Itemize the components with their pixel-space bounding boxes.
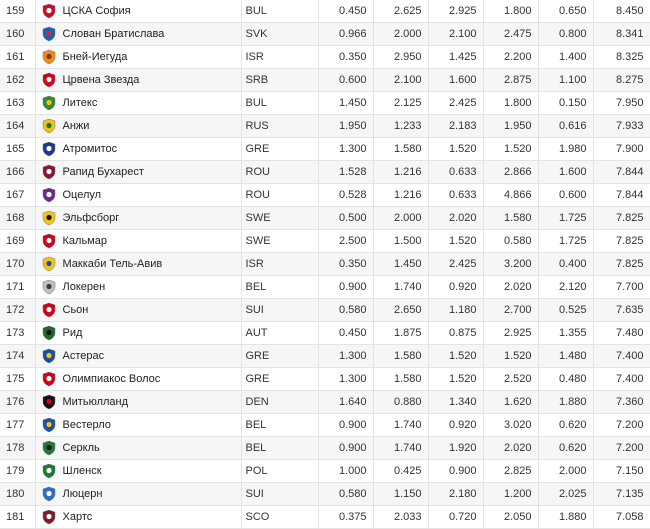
season-5-points-cell: 1.600	[538, 161, 593, 184]
club-name: Сьон	[62, 304, 89, 316]
club-name: Рид	[62, 327, 83, 339]
table-row	[0, 138, 650, 161]
season-4-points-cell: 1.520	[483, 138, 538, 161]
total-points-cell: 8.275	[593, 69, 650, 92]
slovan-bratislava-crest-icon	[41, 26, 57, 42]
season-3-points-cell: 0.720	[428, 506, 483, 529]
olympiakos-volos-crest-icon	[41, 371, 57, 387]
total-points-cell: 7.400	[593, 345, 650, 368]
total-points-cell: 7.825	[593, 207, 650, 230]
total-points-cell: 7.135	[593, 483, 650, 506]
season-3-points-cell: 2.925	[428, 0, 483, 23]
table-row	[0, 253, 650, 276]
table-row	[0, 322, 650, 345]
total-points-cell: 7.900	[593, 138, 650, 161]
club-name: Слован Братислава	[62, 28, 165, 40]
club-name: Рапид Бухарест	[62, 166, 144, 178]
season-1-points-cell: 0.528	[318, 184, 373, 207]
season-2-points-cell: 1.500	[373, 230, 428, 253]
rapid-bucuresti-crest-icon	[41, 164, 57, 180]
season-3-points-cell: 0.900	[428, 460, 483, 483]
season-3-points-cell: 1.520	[428, 368, 483, 391]
season-2-points-cell: 1.150	[373, 483, 428, 506]
season-5-points-cell: 1.480	[538, 345, 593, 368]
season-1-points-cell: 0.900	[318, 276, 373, 299]
rank-cell: 168	[0, 207, 35, 230]
table-row	[0, 207, 650, 230]
table-row	[0, 69, 650, 92]
table-row	[0, 391, 650, 414]
season-4-points-cell: 1.520	[483, 345, 538, 368]
cercle-brugge-crest-icon	[41, 440, 57, 456]
season-5-points-cell: 1.100	[538, 69, 593, 92]
club-name: Локерен	[62, 281, 106, 293]
season-4-points-cell: 2.020	[483, 437, 538, 460]
total-points-cell: 7.200	[593, 437, 650, 460]
club-name: Анжи	[62, 120, 90, 132]
club-cell	[35, 460, 241, 483]
season-1-points-cell: 1.640	[318, 391, 373, 414]
season-5-points-cell: 1.880	[538, 506, 593, 529]
season-5-points-cell: 0.616	[538, 115, 593, 138]
cska-sofia-crest-icon	[41, 3, 57, 19]
season-5-points-cell: 2.000	[538, 460, 593, 483]
total-points-cell: 7.933	[593, 115, 650, 138]
season-1-points-cell: 1.300	[318, 368, 373, 391]
country-cell: BEL	[241, 437, 318, 460]
country-cell: ROU	[241, 184, 318, 207]
litex-crest-icon	[41, 95, 57, 111]
maccabi-tel-aviv-crest-icon	[41, 256, 57, 272]
club-name: ЦСКА София	[62, 5, 131, 17]
season-3-points-cell: 1.520	[428, 345, 483, 368]
season-4-points-cell: 1.620	[483, 391, 538, 414]
season-2-points-cell: 0.425	[373, 460, 428, 483]
rank-cell: 159	[0, 0, 35, 23]
table-row	[0, 23, 650, 46]
season-4-points-cell: 1.950	[483, 115, 538, 138]
club-name: Бней-Иегуда	[62, 51, 128, 63]
table-row	[0, 115, 650, 138]
season-5-points-cell: 1.725	[538, 230, 593, 253]
club-cell	[35, 46, 241, 69]
country-cell: SCO	[241, 506, 318, 529]
season-2-points-cell: 2.000	[373, 207, 428, 230]
season-2-points-cell: 2.033	[373, 506, 428, 529]
season-3-points-cell: 0.633	[428, 184, 483, 207]
season-3-points-cell: 0.920	[428, 414, 483, 437]
season-4-points-cell: 2.700	[483, 299, 538, 322]
rank-cell: 175	[0, 368, 35, 391]
total-points-cell: 7.635	[593, 299, 650, 322]
season-3-points-cell: 1.425	[428, 46, 483, 69]
season-4-points-cell: 3.020	[483, 414, 538, 437]
country-cell: BEL	[241, 276, 318, 299]
table-row	[0, 437, 650, 460]
season-1-points-cell: 1.300	[318, 138, 373, 161]
season-1-points-cell: 0.900	[318, 414, 373, 437]
season-2-points-cell: 1.233	[373, 115, 428, 138]
table-row	[0, 483, 650, 506]
season-1-points-cell: 1.000	[318, 460, 373, 483]
club-cell	[35, 345, 241, 368]
country-cell: SRB	[241, 69, 318, 92]
country-cell: SUI	[241, 483, 318, 506]
country-cell: GRE	[241, 138, 318, 161]
rank-cell: 178	[0, 437, 35, 460]
elfsborg-crest-icon	[41, 210, 57, 226]
season-3-points-cell: 0.875	[428, 322, 483, 345]
season-4-points-cell: 4.866	[483, 184, 538, 207]
rank-cell: 179	[0, 460, 35, 483]
country-cell: BUL	[241, 0, 318, 23]
club-cell	[35, 414, 241, 437]
country-cell: SWE	[241, 207, 318, 230]
season-4-points-cell: 2.475	[483, 23, 538, 46]
season-3-points-cell: 1.520	[428, 230, 483, 253]
season-2-points-cell: 1.450	[373, 253, 428, 276]
club-cell	[35, 69, 241, 92]
country-cell: SVK	[241, 23, 318, 46]
country-cell: GRE	[241, 345, 318, 368]
rank-cell: 174	[0, 345, 35, 368]
total-points-cell: 7.950	[593, 92, 650, 115]
season-1-points-cell: 0.600	[318, 69, 373, 92]
season-2-points-cell: 2.100	[373, 69, 428, 92]
season-1-points-cell: 0.450	[318, 0, 373, 23]
table-row	[0, 0, 650, 23]
total-points-cell: 8.450	[593, 0, 650, 23]
rank-cell: 162	[0, 69, 35, 92]
lokeren-crest-icon	[41, 279, 57, 295]
rank-cell: 169	[0, 230, 35, 253]
season-3-points-cell: 1.340	[428, 391, 483, 414]
table-row	[0, 276, 650, 299]
country-cell: DEN	[241, 391, 318, 414]
season-4-points-cell: 0.580	[483, 230, 538, 253]
season-4-points-cell: 1.200	[483, 483, 538, 506]
season-3-points-cell: 1.520	[428, 138, 483, 161]
season-4-points-cell: 2.020	[483, 276, 538, 299]
season-3-points-cell: 2.425	[428, 253, 483, 276]
crvena-zvezda-crest-icon	[41, 72, 57, 88]
club-cell	[35, 276, 241, 299]
country-cell: BUL	[241, 92, 318, 115]
season-5-points-cell: 0.800	[538, 23, 593, 46]
season-5-points-cell: 2.025	[538, 483, 593, 506]
club-cell	[35, 230, 241, 253]
anzhi-crest-icon	[41, 118, 57, 134]
country-cell: POL	[241, 460, 318, 483]
season-2-points-cell: 1.580	[373, 138, 428, 161]
club-cell	[35, 483, 241, 506]
total-points-cell: 7.825	[593, 253, 650, 276]
season-2-points-cell: 2.625	[373, 0, 428, 23]
kalmar-crest-icon	[41, 233, 57, 249]
club-name: Астерас	[62, 350, 105, 362]
season-5-points-cell: 0.620	[538, 437, 593, 460]
season-3-points-cell: 0.633	[428, 161, 483, 184]
season-3-points-cell: 2.180	[428, 483, 483, 506]
club-cell	[35, 506, 241, 529]
season-2-points-cell: 2.650	[373, 299, 428, 322]
rank-cell: 172	[0, 299, 35, 322]
season-1-points-cell: 0.580	[318, 299, 373, 322]
total-points-cell: 7.150	[593, 460, 650, 483]
rank-cell: 167	[0, 184, 35, 207]
season-1-points-cell: 2.500	[318, 230, 373, 253]
season-5-points-cell: 0.480	[538, 368, 593, 391]
club-cell	[35, 322, 241, 345]
country-cell: ROU	[241, 161, 318, 184]
club-name: Црвена Звезда	[62, 74, 140, 86]
season-4-points-cell: 2.925	[483, 322, 538, 345]
club-cell	[35, 23, 241, 46]
season-3-points-cell: 1.180	[428, 299, 483, 322]
season-4-points-cell: 2.875	[483, 69, 538, 92]
rank-cell: 170	[0, 253, 35, 276]
club-cell	[35, 253, 241, 276]
season-4-points-cell: 2.200	[483, 46, 538, 69]
ried-crest-icon	[41, 325, 57, 341]
season-1-points-cell: 0.500	[318, 207, 373, 230]
season-2-points-cell: 0.880	[373, 391, 428, 414]
club-name: Маккаби Тель-Авив	[62, 258, 163, 270]
season-5-points-cell: 0.650	[538, 0, 593, 23]
table-row	[0, 414, 650, 437]
rank-cell: 160	[0, 23, 35, 46]
season-4-points-cell: 2.825	[483, 460, 538, 483]
club-name: Оцелул	[62, 189, 102, 201]
season-4-points-cell: 2.866	[483, 161, 538, 184]
season-5-points-cell: 1.355	[538, 322, 593, 345]
club-cell	[35, 115, 241, 138]
season-2-points-cell: 1.875	[373, 322, 428, 345]
season-2-points-cell: 1.580	[373, 368, 428, 391]
club-cell	[35, 0, 241, 23]
season-1-points-cell: 0.966	[318, 23, 373, 46]
season-1-points-cell: 0.900	[318, 437, 373, 460]
country-cell: BEL	[241, 414, 318, 437]
club-name: Митьюлланд	[62, 396, 129, 408]
season-5-points-cell: 0.400	[538, 253, 593, 276]
season-5-points-cell: 0.525	[538, 299, 593, 322]
club-name: Кальмар	[62, 235, 107, 247]
club-name: Атромитос	[62, 143, 118, 155]
atromitos-crest-icon	[41, 141, 57, 157]
rank-cell: 165	[0, 138, 35, 161]
season-5-points-cell: 2.120	[538, 276, 593, 299]
season-5-points-cell: 0.150	[538, 92, 593, 115]
season-2-points-cell: 1.740	[373, 414, 428, 437]
season-1-points-cell: 1.300	[318, 345, 373, 368]
total-points-cell: 7.844	[593, 184, 650, 207]
club-cell	[35, 138, 241, 161]
season-2-points-cell: 2.125	[373, 92, 428, 115]
rank-cell: 161	[0, 46, 35, 69]
rank-cell: 180	[0, 483, 35, 506]
season-2-points-cell: 1.216	[373, 184, 428, 207]
season-2-points-cell: 2.000	[373, 23, 428, 46]
table-row	[0, 92, 650, 115]
slask-crest-icon	[41, 463, 57, 479]
season-2-points-cell: 1.740	[373, 437, 428, 460]
club-name: Эльфсборг	[62, 212, 120, 224]
club-name: Хартс	[62, 511, 93, 523]
season-3-points-cell: 0.920	[428, 276, 483, 299]
club-cell	[35, 161, 241, 184]
season-3-points-cell: 2.425	[428, 92, 483, 115]
season-3-points-cell: 1.920	[428, 437, 483, 460]
season-4-points-cell: 1.800	[483, 0, 538, 23]
bnei-yehuda-crest-icon	[41, 49, 57, 65]
luzern-crest-icon	[41, 486, 57, 502]
rank-cell: 173	[0, 322, 35, 345]
season-1-points-cell: 1.950	[318, 115, 373, 138]
season-1-points-cell: 1.528	[318, 161, 373, 184]
table-row	[0, 161, 650, 184]
season-1-points-cell: 0.375	[318, 506, 373, 529]
season-1-points-cell: 0.350	[318, 253, 373, 276]
club-cell	[35, 368, 241, 391]
rank-cell: 176	[0, 391, 35, 414]
total-points-cell: 7.200	[593, 414, 650, 437]
season-5-points-cell: 0.620	[538, 414, 593, 437]
season-3-points-cell: 2.183	[428, 115, 483, 138]
season-1-points-cell: 0.350	[318, 46, 373, 69]
club-name: Вестерло	[62, 419, 111, 431]
total-points-cell: 7.700	[593, 276, 650, 299]
season-5-points-cell: 1.880	[538, 391, 593, 414]
country-cell: SUI	[241, 299, 318, 322]
westerlo-crest-icon	[41, 417, 57, 433]
club-name: Шленск	[62, 465, 102, 477]
total-points-cell: 8.341	[593, 23, 650, 46]
total-points-cell: 7.844	[593, 161, 650, 184]
total-points-cell: 7.058	[593, 506, 650, 529]
season-4-points-cell: 3.200	[483, 253, 538, 276]
season-3-points-cell: 1.600	[428, 69, 483, 92]
country-cell: ISR	[241, 253, 318, 276]
table-row	[0, 299, 650, 322]
country-cell: AUT	[241, 322, 318, 345]
total-points-cell: 7.480	[593, 322, 650, 345]
club-name: Олимпиакос Волос	[62, 373, 161, 385]
country-cell: SWE	[241, 230, 318, 253]
season-4-points-cell: 1.800	[483, 92, 538, 115]
table-row	[0, 345, 650, 368]
season-2-points-cell: 1.216	[373, 161, 428, 184]
season-4-points-cell: 2.520	[483, 368, 538, 391]
total-points-cell: 7.360	[593, 391, 650, 414]
season-5-points-cell: 1.725	[538, 207, 593, 230]
total-points-cell: 8.325	[593, 46, 650, 69]
rank-cell: 163	[0, 92, 35, 115]
club-cell	[35, 184, 241, 207]
season-5-points-cell: 0.600	[538, 184, 593, 207]
hearts-crest-icon	[41, 509, 57, 525]
season-2-points-cell: 1.580	[373, 345, 428, 368]
season-3-points-cell: 2.020	[428, 207, 483, 230]
table-row	[0, 368, 650, 391]
rank-cell: 171	[0, 276, 35, 299]
midtjylland-crest-icon	[41, 394, 57, 410]
season-1-points-cell: 1.450	[318, 92, 373, 115]
club-name: Серкль	[62, 442, 100, 454]
rank-cell: 164	[0, 115, 35, 138]
season-2-points-cell: 2.950	[373, 46, 428, 69]
asteras-crest-icon	[41, 348, 57, 364]
total-points-cell: 7.400	[593, 368, 650, 391]
season-5-points-cell: 1.980	[538, 138, 593, 161]
table-row	[0, 460, 650, 483]
rank-cell: 177	[0, 414, 35, 437]
rank-cell: 181	[0, 506, 35, 529]
club-name: Люцерн	[62, 488, 103, 500]
otelul-crest-icon	[41, 187, 57, 203]
season-4-points-cell: 1.580	[483, 207, 538, 230]
country-cell: ISR	[241, 46, 318, 69]
table-row	[0, 230, 650, 253]
country-cell: RUS	[241, 115, 318, 138]
club-cell	[35, 437, 241, 460]
country-cell: GRE	[241, 368, 318, 391]
season-1-points-cell: 0.450	[318, 322, 373, 345]
table-row	[0, 506, 650, 529]
club-cell	[35, 299, 241, 322]
total-points-cell: 7.825	[593, 230, 650, 253]
club-cell	[35, 92, 241, 115]
club-name: Литекс	[62, 97, 98, 109]
season-5-points-cell: 1.400	[538, 46, 593, 69]
sion-crest-icon	[41, 302, 57, 318]
club-cell	[35, 207, 241, 230]
club-cell	[35, 391, 241, 414]
table-row	[0, 184, 650, 207]
table-row	[0, 46, 650, 69]
season-3-points-cell: 2.100	[428, 23, 483, 46]
season-1-points-cell: 0.580	[318, 483, 373, 506]
rank-cell: 166	[0, 161, 35, 184]
season-2-points-cell: 1.740	[373, 276, 428, 299]
season-4-points-cell: 2.050	[483, 506, 538, 529]
